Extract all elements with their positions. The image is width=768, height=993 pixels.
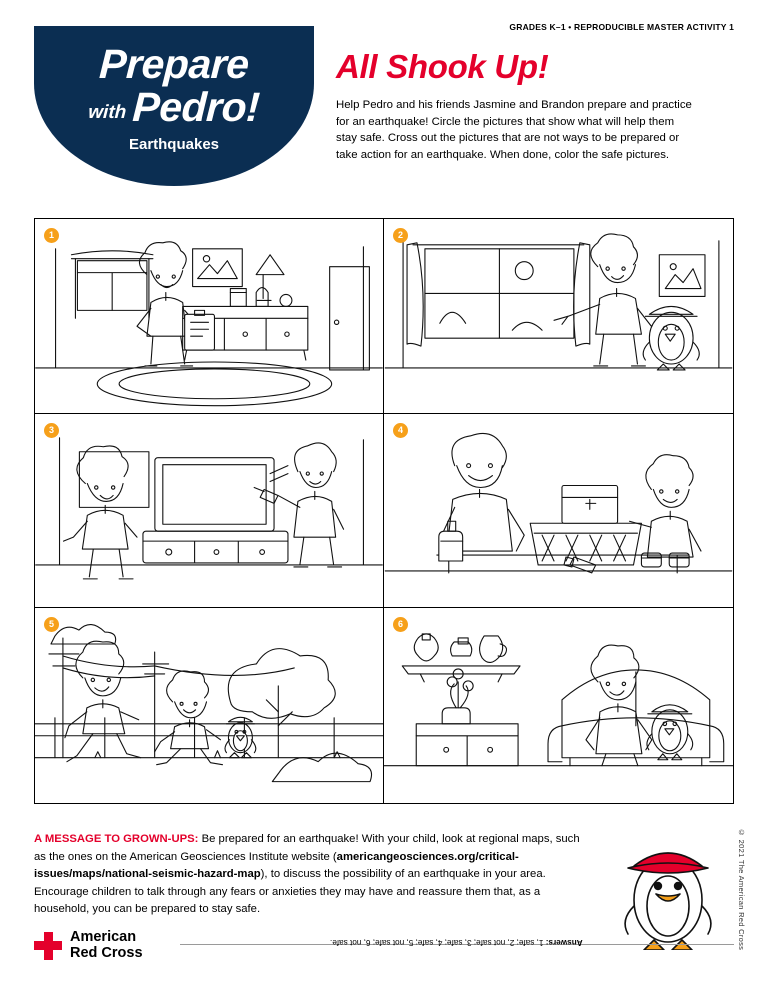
activity-panel-3[interactable] <box>35 414 384 609</box>
activity-panel-4[interactable] <box>384 414 733 609</box>
brand-pedro-text: Pedro! <box>131 84 261 130</box>
grade-meta-label: GRADES K–1 • REPRODUCIBLE MASTER ACTIVITY 1 <box>509 22 734 32</box>
panel-number-4: 4 <box>393 423 408 438</box>
activity-panel-grid <box>34 218 734 804</box>
panel-number-2: 2 <box>393 228 408 243</box>
american-red-cross-logo <box>34 930 143 961</box>
panel-number-6: 6 <box>393 617 408 632</box>
title-block <box>336 48 736 175</box>
activity-panel-6[interactable] <box>384 608 733 803</box>
red-cross-icon <box>34 932 62 960</box>
prepare-with-pedro-logo <box>34 26 314 186</box>
answer-key-label: Answers: <box>545 938 583 947</box>
grown-ups-label: A MESSAGE TO GROWN-UPS: <box>34 833 199 846</box>
page-title: All Shook Up! <box>336 48 549 85</box>
activity-panel-1[interactable] <box>35 219 384 414</box>
panel-number-1: 1 <box>44 228 59 243</box>
scene-illustration-4 <box>384 414 733 608</box>
grown-ups-message <box>34 820 594 930</box>
panel-number-3: 3 <box>44 423 59 438</box>
copyright-notice: © 2021 The American Red Cross <box>737 828 746 951</box>
answer-key <box>330 938 660 947</box>
scene-illustration-6 <box>384 608 733 803</box>
activity-panel-5[interactable] <box>35 608 384 803</box>
activity-panel-2[interactable] <box>384 219 733 414</box>
grown-ups-body-2: ), to discuss the possibility of an earthquake in your area. Encourage children to talk through any fears or anxieties they may have and reassure them that, as a household, you can be prepared to stay safe. <box>34 868 546 916</box>
panel-number-5: 5 <box>44 617 59 632</box>
intro-paragraph: Help Pedro and his friends Jasmine and Brandon prepare and practice for an earthquake! Circle the pictures that show what will help them stay safe. Cross out the pictures that are not ways to be prepared or take action for an earthquake. When done, color the safe pictures. <box>336 99 692 161</box>
grown-ups-body-1: Be prepared for an earthquake! With your child, look at regional maps, such as the ones on the American Geosciences Institute website ( <box>34 833 580 863</box>
scene-illustration-3 <box>35 414 383 608</box>
answer-key-text: 1, safe; 2, not safe; 3, safe; 4, safe; 5, not safe; 6, not safe. <box>330 938 546 947</box>
brand-prepare-text: Prepare <box>98 41 250 87</box>
org-name-line-1: American <box>70 929 137 945</box>
org-name-line-2: Red Cross <box>70 944 143 961</box>
scene-illustration-5 <box>35 608 383 803</box>
scene-illustration-2 <box>384 219 733 413</box>
brand-with-text: with <box>87 102 127 123</box>
scene-illustration-1 <box>35 219 383 413</box>
geosciences-link[interactable]: americangeosciences.org/critical-issues/maps/national-seismic-hazard-map <box>34 850 519 881</box>
brand-subtitle: Earthquakes <box>128 136 220 153</box>
pedro-mascot <box>608 820 728 950</box>
